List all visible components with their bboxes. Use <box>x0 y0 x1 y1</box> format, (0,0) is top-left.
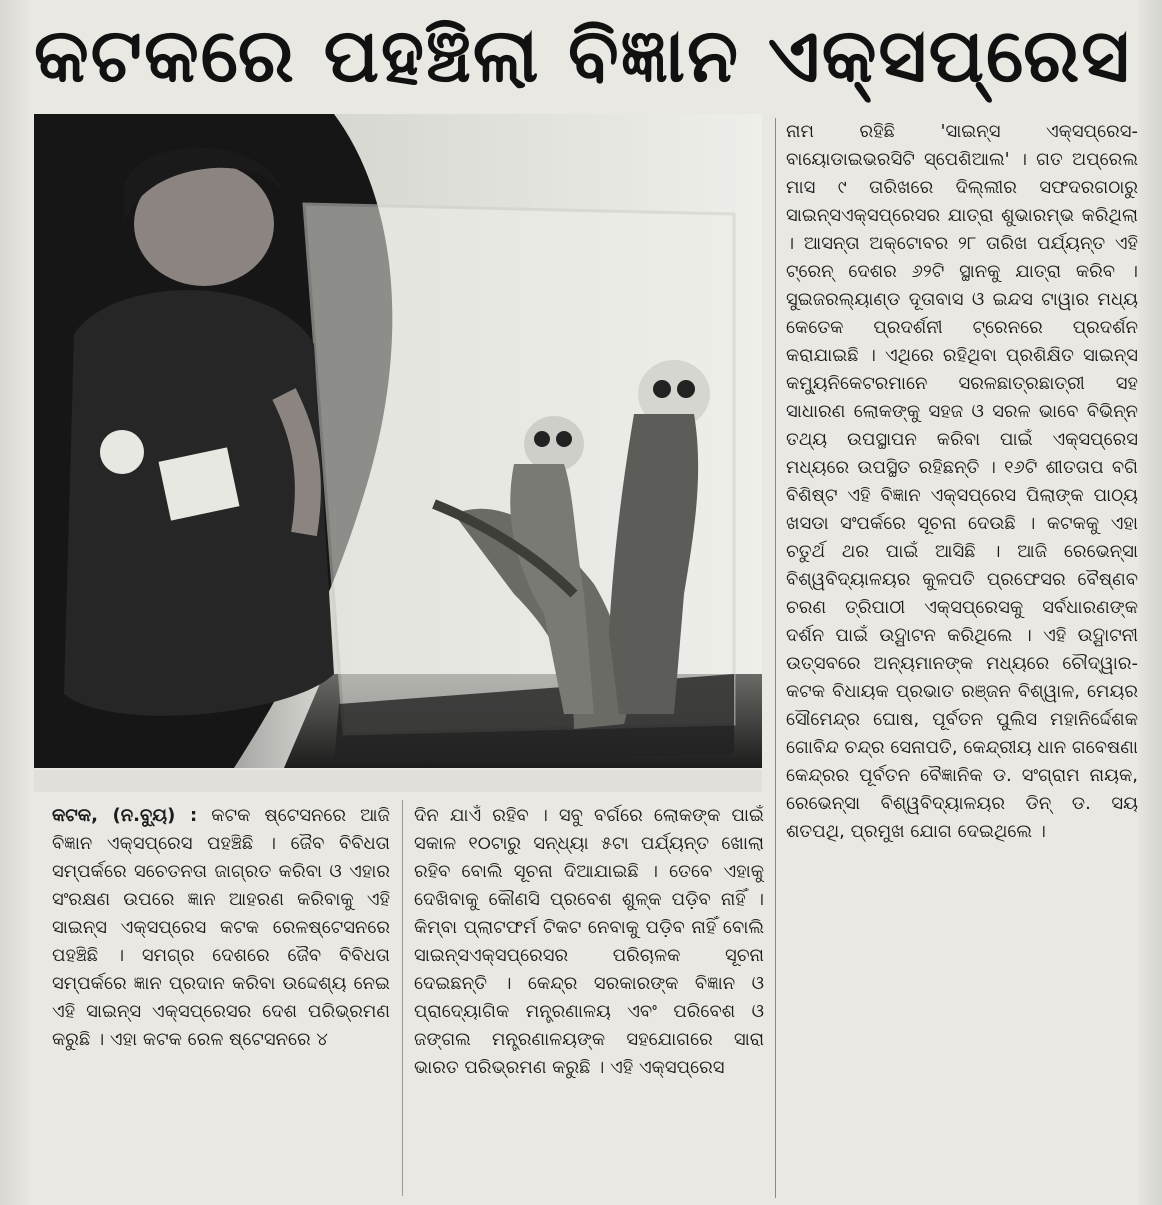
article-photo <box>34 114 762 768</box>
column-rule-bottom <box>402 800 403 1196</box>
article-column-right: ନାମ ରହିଛି 'ସାଇନ୍ସ ଏକ୍ସପ୍ରେସ-ବାୟୋଡାଇଭରସିଟି ସ୍ପେଶିଆଲ' । ଗତ ଅପ୍ରେଲ ମାସ ୯ ତାରିଖରେ ଦିଲ୍ଲୀର ସଫଦରଗଠାରୁ ସାଇନ୍ସଏକ୍ସପ୍ରେସର ଯାତ୍ରା ଶୁଭାରମ୍ଭ କରିଥିଲା । ଆସନ୍ତା ଅକ୍ଟୋବର ୨୮ ତାରିଖ ପର୍ଯ୍ୟନ୍ତ ଏହି ଟ୍ରେନ୍ ଦେଶର ୬୨ଟି ସ୍ଥାନକୁ ଯାତ୍ରା କରିବ । ସୁଇଜରଲ୍ୟାଣ୍ଡ ଦୂତାବାସ ଓ ଇନ୍ଦସ ଟାୱାର ମଧ୍ୟ କେତେକ ପ୍ରଦର୍ଶନୀ ଟ୍ରେନରେ ପ୍ରଦର୍ଶନ କରାଯାଇଛି । ଏଥିରେ ରହିଥିବା ପ୍ରଶିକ୍ଷିତ ସାଇନ୍ସ କମ୍ୟୁନିକେଟରମାନେ ସରଳଛାତ୍ରଛାତ୍ରୀ ସହ ସାଧାରଣ ଲୋକଙ୍କୁ ସହଜ ଓ ସରଳ ଭାବେ ବିଭିନ୍ନ ତଥ୍ୟ ଉପସ୍ଥାପନ କରିବା ପାଇଁ ଏକ୍ସପ୍ରେସ ମଧ୍ୟରେ ଉପସ୍ଥିତ ରହିଛନ୍ତି । ୧୬ଟି ଶୀତତାପ ବଗି ବିଶିଷ୍ଟ ଏହି ବିଜ୍ଞାନ ଏକ୍ସପ୍ରେସ ପିଲାଙ୍କ ପାଠ୍ୟ ଖସଡା ସଂପର୍କରେ ସୂଚନା ଦେଉଛି । କଟକକୁ ଏହା ଚତୁର୍ଥ ଥର ପାଇଁ ଆସିଛି । ଆଜି ରେଭେନ୍ସା ବିଶ୍ୱବିଦ୍ୟାଳୟର କୁଳପତି ପ୍ରଫେସର ବୈଷ୍ଣବ ଚରଣ ତ୍ରିପାଠୀ ଏକ୍ସପ୍ରେସକୁ ସର୍ବଧାରଣଙ୍କ ଦର୍ଶନ ପାଇଁ ଉଦ୍ଘାଟନ କରିଥିଲେ । ଏହି ଉଦ୍ଘାଟନୀ ଉତ୍ସବରେ ଅନ୍ୟମାନଙ୍କ ମଧ୍ୟରେ ଚୌଦ୍ୱାର-କଟକ ବିଧାୟକ ପ୍ରଭାତ ରଞ୍ଜନ ବିଶ୍ୱାଳ, ମେୟର ସୌମେନ୍ଦ୍ର ଘୋଷ, ପୂର୍ବତନ ପୁଲିସ ମହାନିର୍ଦ୍ଦେଶକ ଗୋବିନ୍ଦ ଚନ୍ଦ୍ର ସେନାପତି, କେନ୍ଦ୍ରୀୟ ଧାନ ଗବେଷଣା କେନ୍ଦ୍ରର ପୂର୍ବତନ ବୈଜ୍ଞାନିକ ଡ. ସଂଗ୍ରାମ ନାୟକ, ରେଭେନ୍ସା ବିଶ୍ୱବିଦ୍ୟାଳୟର ଡିନ୍ ଡ. ସୟ ଶତପଥି, ପ୍ରମୁଖ ଯୋଗ ଦେଇଥିଲେ । <box>786 121 1138 842</box>
headline: କଟକରେ ପହଞ୍ଚିଲା ବିଜ୍ଞାନ ଏକ୍ସପ୍ରେସ <box>34 13 1132 99</box>
article-body-start: କଟକ ଷ୍ଟେସନରେ ଆଜି ବିଜ୍ଞାନ ଏକ୍ସପ୍ରେସ ପହଞ୍ଚିଛି । ଜୈବ ବିବିଧତା ସମ୍ପର୍କରେ ସଚେତନତା ଜାଗ୍ରତ କରିବା ଓ ଏହାର ସଂରକ୍ଷଣ ଉପରେ ଜ୍ଞାନ ଆହରଣ କରିବାକୁ ଏହି ସାଇନ୍ସ ଏକ୍ସପ୍ରେସ କଟକ ରେଳଷ୍ଟେସନରେ ପହଞ୍ଚିଛି । ସମଗ୍ର ଦେଶରେ ଜୈବ ବିବିଧତା ସମ୍ପର୍କରେ ଜ୍ଞାନ ପ୍ରଦାନ କରିବା ଉଦ୍ଦେଶ୍ୟ ନେଇ ଏହି ସାଇନ୍ସ ଏକ୍ସପ୍ରେସର ଦେଶ ପରିଭ୍ରମଣ କରୁଛି । ଏହା କଟକ ରେଳ ଷ୍ଟେସନରେ ୪ <box>52 805 390 1050</box>
article-column-bottom-mid: ଦିନ ଯାଏଁ ରହିବ । ସବୁ ବର୍ଗରେ ଲୋକଙ୍କ ପାଇଁ ସକାଳ ୧୦ଟାରୁ ସନ୍ଧ୍ୟା ୫ଟା ପର୍ଯ୍ୟନ୍ତ ଖୋଲା ରହିବ ବୋଲି ସୂଚନା ଦିଆଯାଇଛି । ତେବେ ଏହାକୁ ଦେଖିବାକୁ କୌଣସି ପ୍ରବେଶ ଶୁଳ୍କ ପଡ଼ିବ ନାହିଁ । କିମ୍ବା ପ୍ଲାଟଫର୍ମ ଟିକଟ ନେବାକୁ ପଡ଼ିବ ନାହିଁ ବୋଲି ସାଇନ୍ସଏକ୍ସପ୍ରେସର ପରିଚାଳକ ସୂଚନା ଦେଇଛନ୍ତି । କେନ୍ଦ୍ର ସରକାରଙ୍କ ବିଜ୍ଞାନ ଓ ପ୍ରାଦ୍ୟୋଗିକ ମନ୍ତ୍ରଣାଳୟ ଏବଂ ପରିବେଶ ଓ ଜଙ୍ଗଲ ମନ୍ତ୍ରଣାଳୟଙ୍କ ସହଯୋଗରେ ସାରା ଭାରତ ପରିଭ୍ରମଣ କରୁଛି । ଏହି ଏକ୍ସପ୍ରେସ <box>414 805 764 1078</box>
clipping-edge-right <box>1138 0 1162 1205</box>
dateline: କଟକ, (ନ.ବ୍ୟୁ) : <box>52 805 198 826</box>
photo-exhibit-icon <box>34 114 762 768</box>
article-column-bottom-left <box>52 802 390 1196</box>
column-rule <box>775 118 776 1198</box>
photo-caption-strip <box>34 770 762 792</box>
clipping-edge-left <box>0 0 28 1205</box>
